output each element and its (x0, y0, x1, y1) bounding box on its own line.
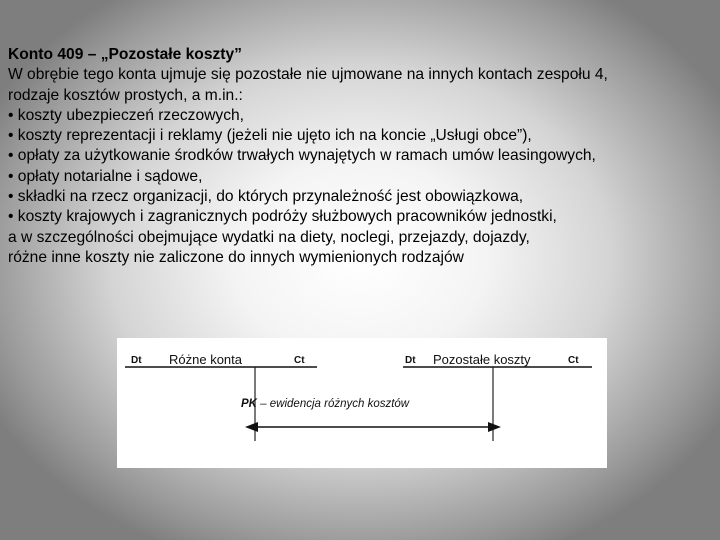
left-account-name: Różne konta (169, 352, 242, 367)
right-account-ct: Ct (568, 355, 579, 366)
bullet-item: • składki na rzecz organizacji, do których przynależność jest obowiązkowa, (8, 188, 524, 206)
continuation-line-2: różne inne koszty nie zaliczone do innych wymienionych rodzajów (8, 248, 464, 266)
continuation-line-1: a w szczególności obejmujące wydatki na diety, noclegi, przejazdy, dojazdy, (8, 228, 530, 246)
posting-caption (241, 398, 409, 410)
bullet-item: • opłaty notarialne i sądowe, (8, 167, 203, 185)
left-account-ct: Ct (294, 355, 305, 366)
right-account-dt: Dt (405, 355, 416, 366)
left-account-dt: Dt (131, 355, 142, 366)
bullet-item: • koszty reprezentacji i reklamy (jeżeli nie ujęto ich na koncie „Usługi obce”), (8, 127, 532, 145)
arrow-head-right (488, 422, 501, 432)
intro-line-2: rodzaje kosztów prostych, a m.in.: (8, 86, 243, 104)
t-account-diagram (117, 338, 607, 468)
slide-title: Konto 409 – „Pozostałe koszty” (8, 46, 242, 63)
posting-caption-text: – ewidencja różnych kosztów (256, 398, 410, 410)
bullet-item: • koszty ubezpieczeń rzeczowych, (8, 106, 245, 124)
bullet-item: • opłaty za użytkowanie środków trwałych wynajętych w ramach umów leasingowych, (8, 147, 596, 165)
arrow-head-left (245, 422, 258, 432)
content-text (8, 45, 714, 268)
bullet-item: • koszty krajowych i zagranicznych podróży służbowych pracowników jednostki, (8, 208, 557, 226)
right-account-name: Pozostałe koszty (433, 352, 531, 367)
intro-line-1: W obrębie tego konta ujmuje się pozostałe nie ujmowane na innych kontach zespołu 4, (8, 66, 608, 84)
posting-caption-abbr: PK (241, 398, 257, 410)
